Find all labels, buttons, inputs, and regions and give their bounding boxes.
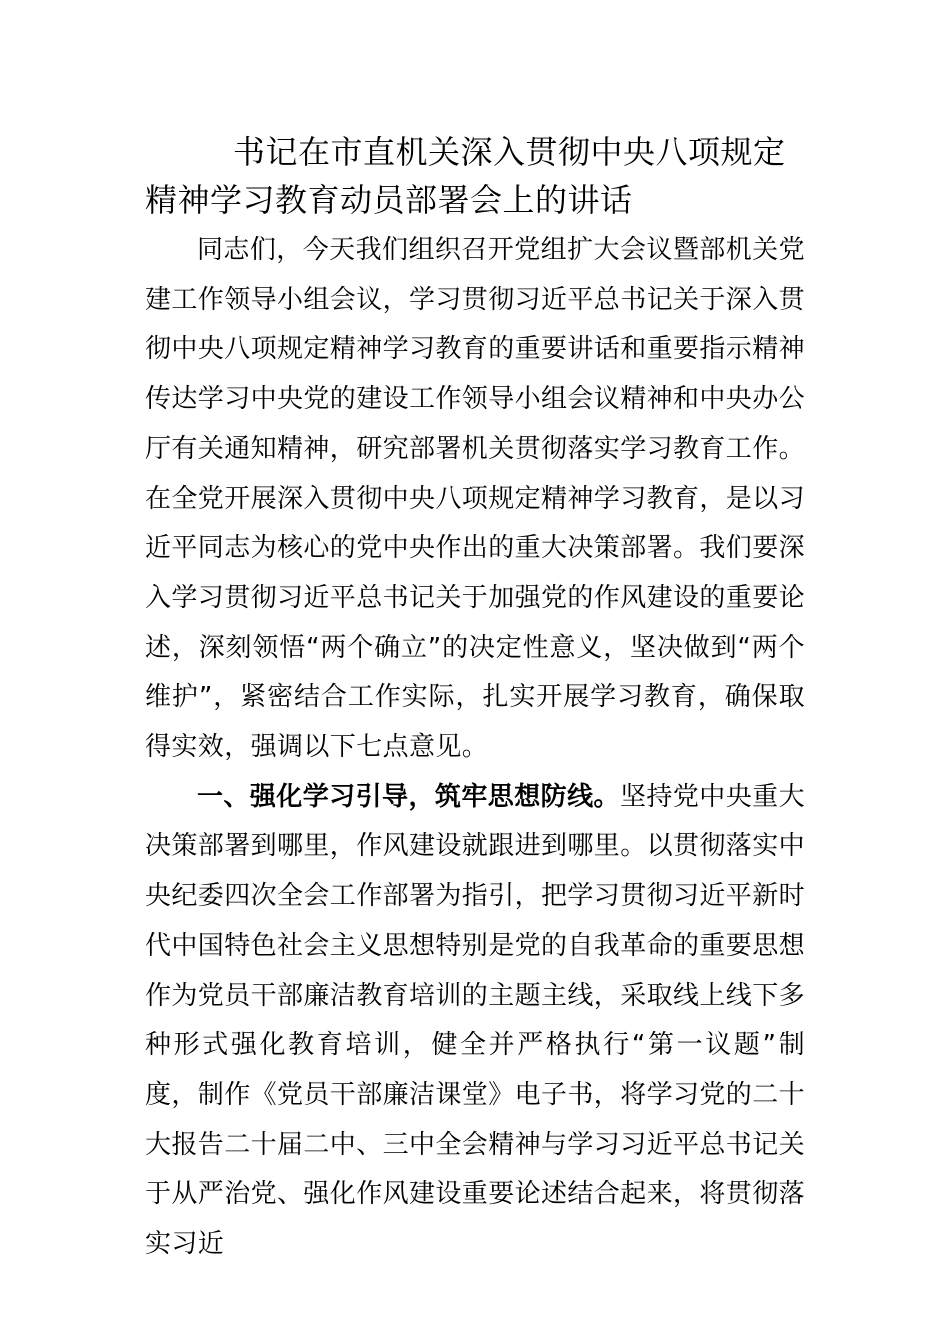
paragraph-point-one (145, 773, 805, 1270)
paragraph-opening (145, 226, 805, 475)
paragraph-text: 坚持党中央重大决策部署到哪里，作风建设就跟进到哪里。以贯彻落实中央纪委四次全会工作部署为指引，把学习贯彻习近平新时代中国特色社会主义思想特别是党的自我革命的重要思想作为党员干部廉洁教育培训的主题主线，采取线上线下多种形式强化教育培训，健全并严格执行“第一议题”制度，制作《党员干部廉洁课堂》电子书，将学习党的二十大报告二十届二中、三中全会精神与学习习近平总书记关于从严治党、强化作风建设重要论述结合起来，将贯彻落实习近 (145, 781, 806, 1260)
document-title: 书记在市直机关深入贯彻中央八项规定精神学习教育动员部署会上的讲话 (145, 133, 786, 219)
paragraph-text: 在全党开展深入贯彻中央八项规定精神学习教育，是以习近平同志为核心的党中央作出的重大决策部署。我们要深入学习贯彻习近平总书记关于加强党的作风建设的重要论述，深刻领悟“两个确立”的决定性意义，坚决做到“两个维护”，紧密结合工作实际，扎实开展学习教育，确保取得实效，强调以下七点意见。 (145, 483, 806, 763)
document-body (145, 226, 805, 1270)
paragraph-text: 同志们，今天我们组织召开党组扩大会议暨部机关党建工作领导小组会议，学习贯彻习近平总书记关于深入贯彻中央八项规定精神学习教育的重要讲话和重要指示精神传达学习中央党的建设工作领导小组会议精神和中央办公厅有关通知精神，研究部署机关贯彻落实学习教育工作。 (145, 235, 806, 464)
paragraph-decision (145, 475, 805, 773)
section-heading: 一、强化学习引导，筑牢思想防线。 (197, 781, 620, 812)
